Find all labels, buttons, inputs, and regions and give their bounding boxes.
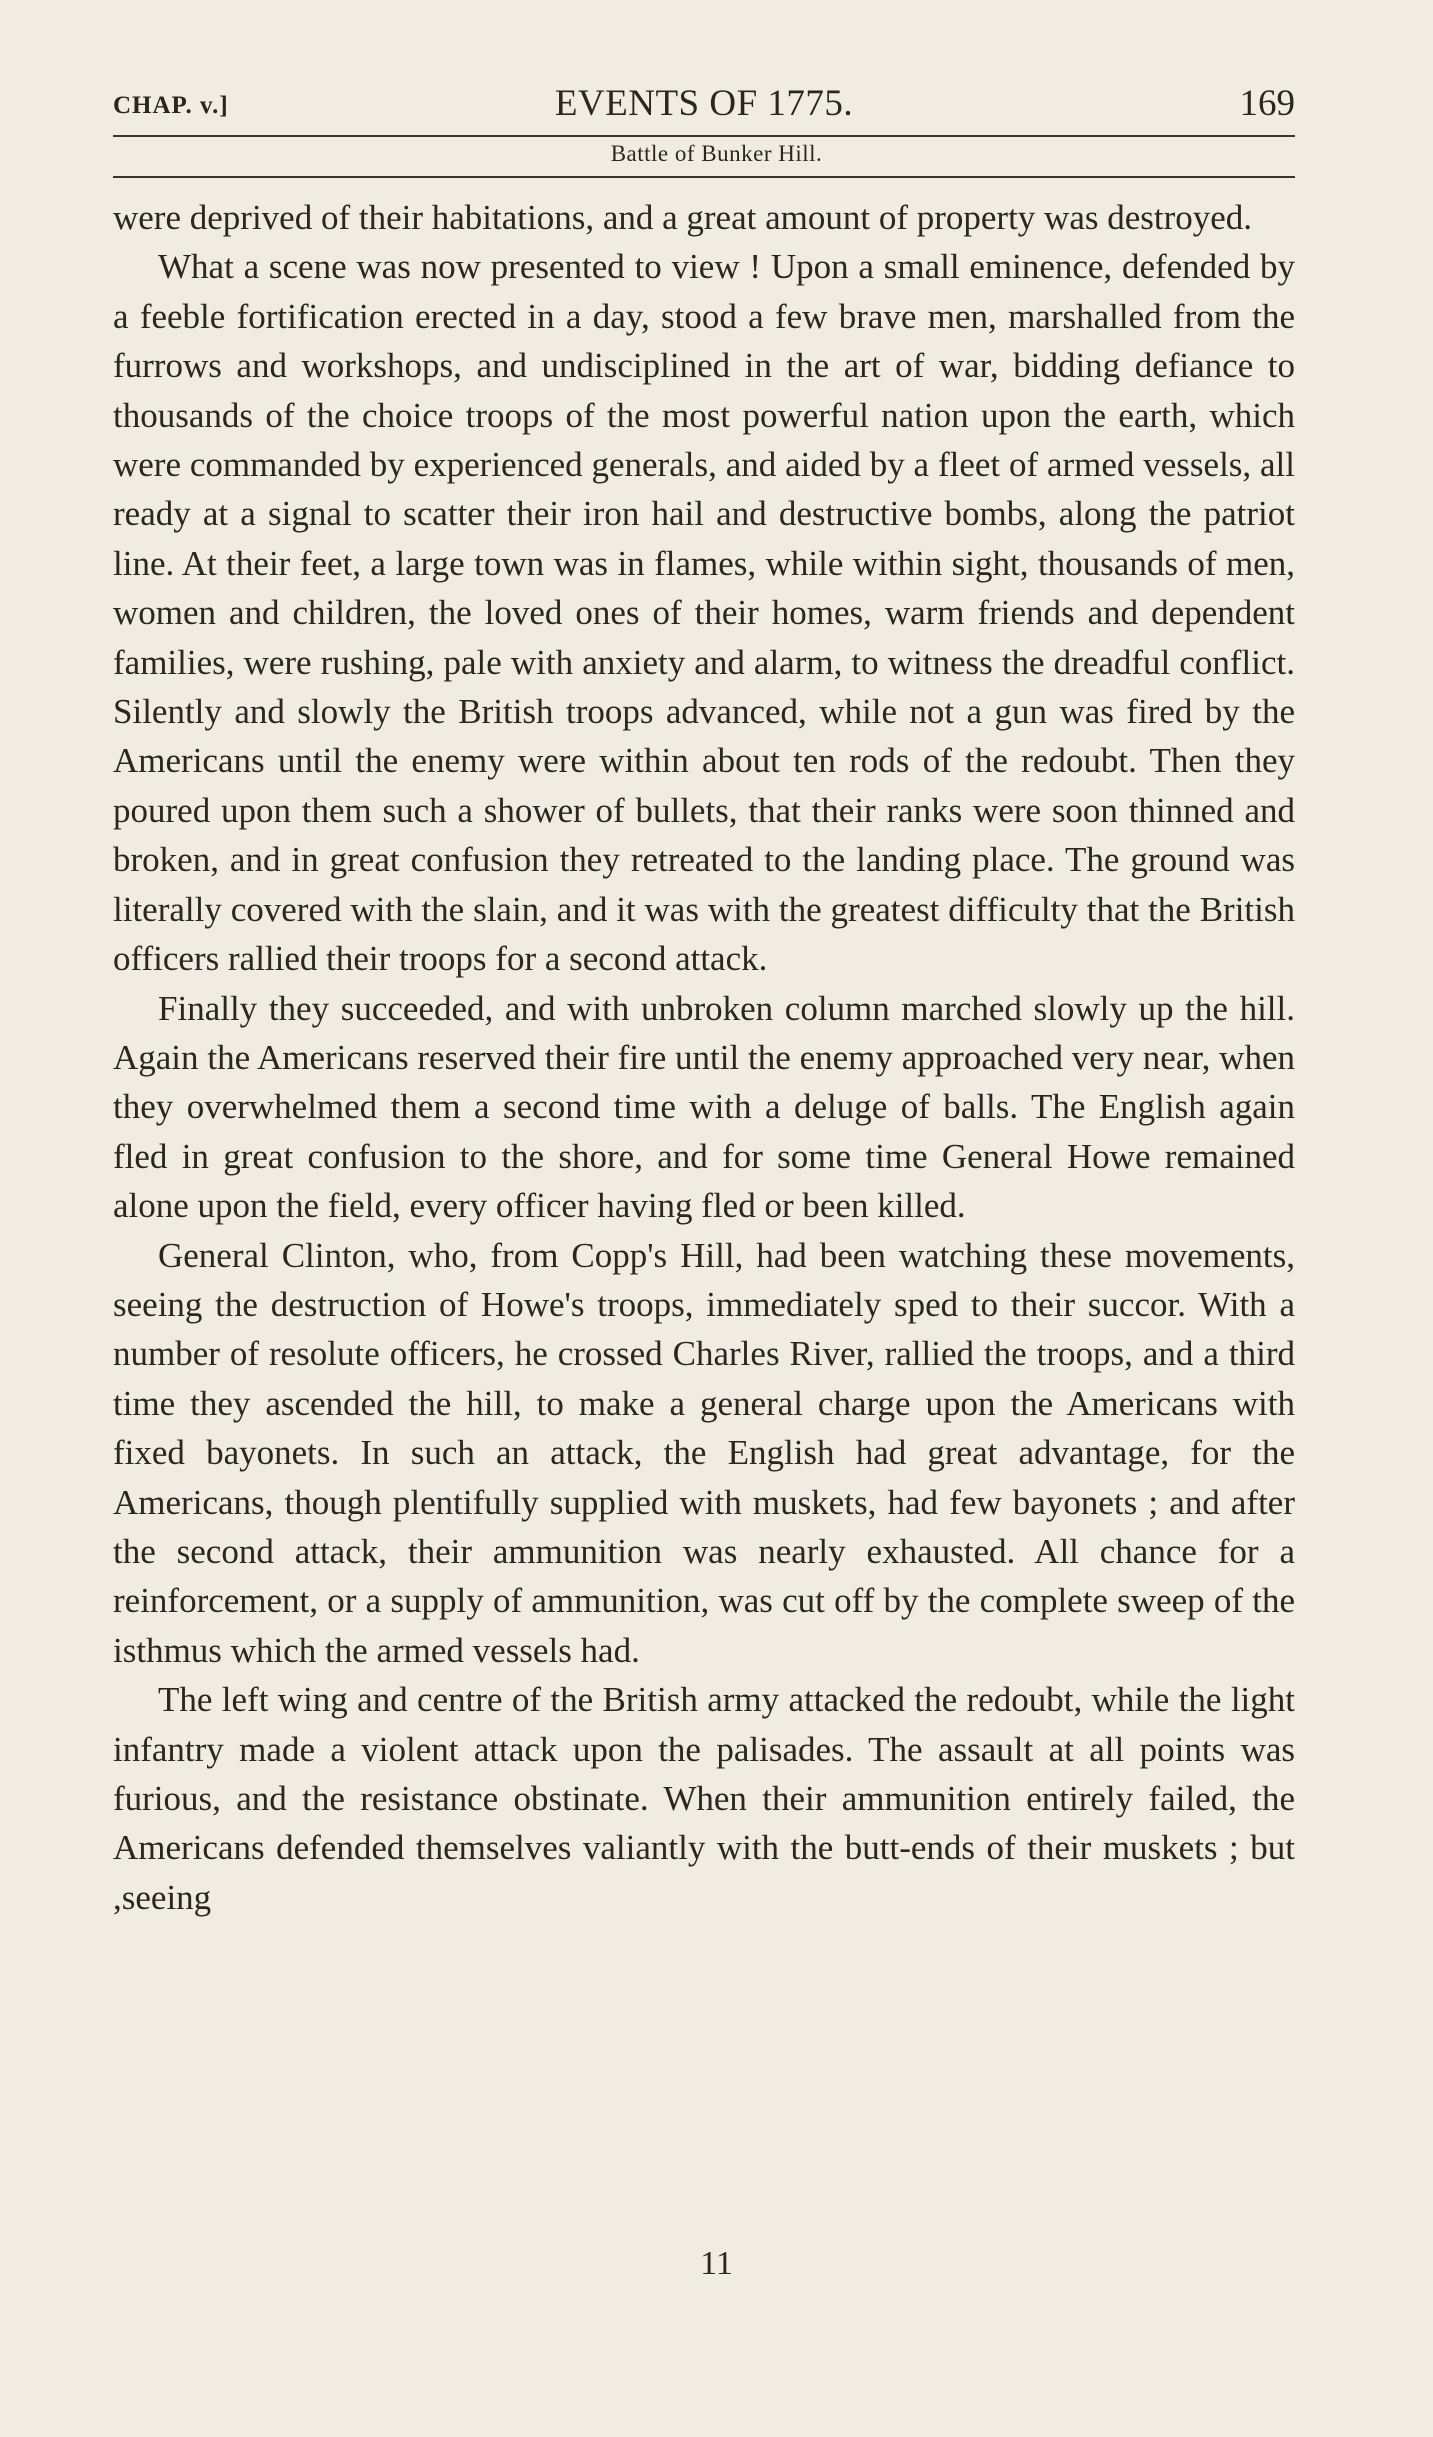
paragraph: General Clinton, who, from Copp's Hill, had been watching these movements, seeing the destruction of Howe's troops, immediately sped to their succor. With a number of resolute officers, he crossed Charles River, rallied the troops, and a third time they ascended the hill, to make a general charge upon the Americans with fixed bayonets. In such an attack, the English had great advantage, for the Americans, though plentifully supplied with muskets, had few bayonets ; and after the second attack, their ammunition was nearly exhausted. All chance for a reinforcement, or a supply of ammunition, was cut off by the complete sweep of the isthmus which the armed vessels had. xyxy=(113,1235,1295,1670)
page-number: 169 xyxy=(1239,83,1295,124)
running-title: EVENTS OF 1775. xyxy=(554,83,854,124)
paragraph-continued: were deprived of their habitations, and a great amount of property was destroyed. xyxy=(113,198,1253,237)
header-rule xyxy=(113,135,1295,137)
signature-mark: 11 xyxy=(700,2245,733,2282)
body-text xyxy=(113,193,1295,1922)
paragraph: Finally they succeeded, and with unbroken column marched slowly up the hill. Again the Americans reserved their fire until the enemy approached very near, when they overwhelmed them a second time with a deluge of balls. The English again fled in great confusion to the shore, and for some time General Howe remained alone upon the field, every officer having fled or been killed. xyxy=(113,988,1295,1226)
chapter-label: CHAP. v.] xyxy=(113,92,229,119)
running-head xyxy=(113,82,1295,132)
section-subheading: Battle of Bunker Hill. xyxy=(610,141,823,166)
paragraph: What a scene was now presented to view ! Upon a small eminence, defended by a feeble fortification erected in a day, stood a few brave men, marshalled from the furrows and workshops, and undisciplined in the art of war, bidding defiance to thousands of the choice troops of the most powerful nation upon the earth, which were commanded by experienced generals, and aided by a fleet of armed vessels, all ready at a signal to scatter their iron hail and destructive bombs, along the patriot line. At their feet, a large town was in flames, while within sight, thousands of men, women and children, the loved ones of their homes, warm friends and dependent families, were rushing, pale with anxiety and alarm, to witness the dreadful conflict. Silently and slowly the British troops advanced, while not a gun was fired by the Americans until the enemy were within about ten rods of the redoubt. Then they poured upon them such a shower of bullets, that their ranks were soon thinned and broken, and in great confusion they retreated to the landing place. The ground was literally covered with the slain, and it was with the greatest difficulty that the British officers rallied their troops for a second attack. xyxy=(113,247,1295,979)
subheading-rule xyxy=(113,176,1295,178)
paragraph: The left wing and centre of the British army attacked the redoubt, while the light infantry made a violent attack upon the palisades. The assault at all points was furious, and the resistance obstinate. When their ammunition entirely failed, the Americans defended themselves valiantly with the butt-ends of their muskets ; but ,seeing xyxy=(113,1680,1295,1917)
